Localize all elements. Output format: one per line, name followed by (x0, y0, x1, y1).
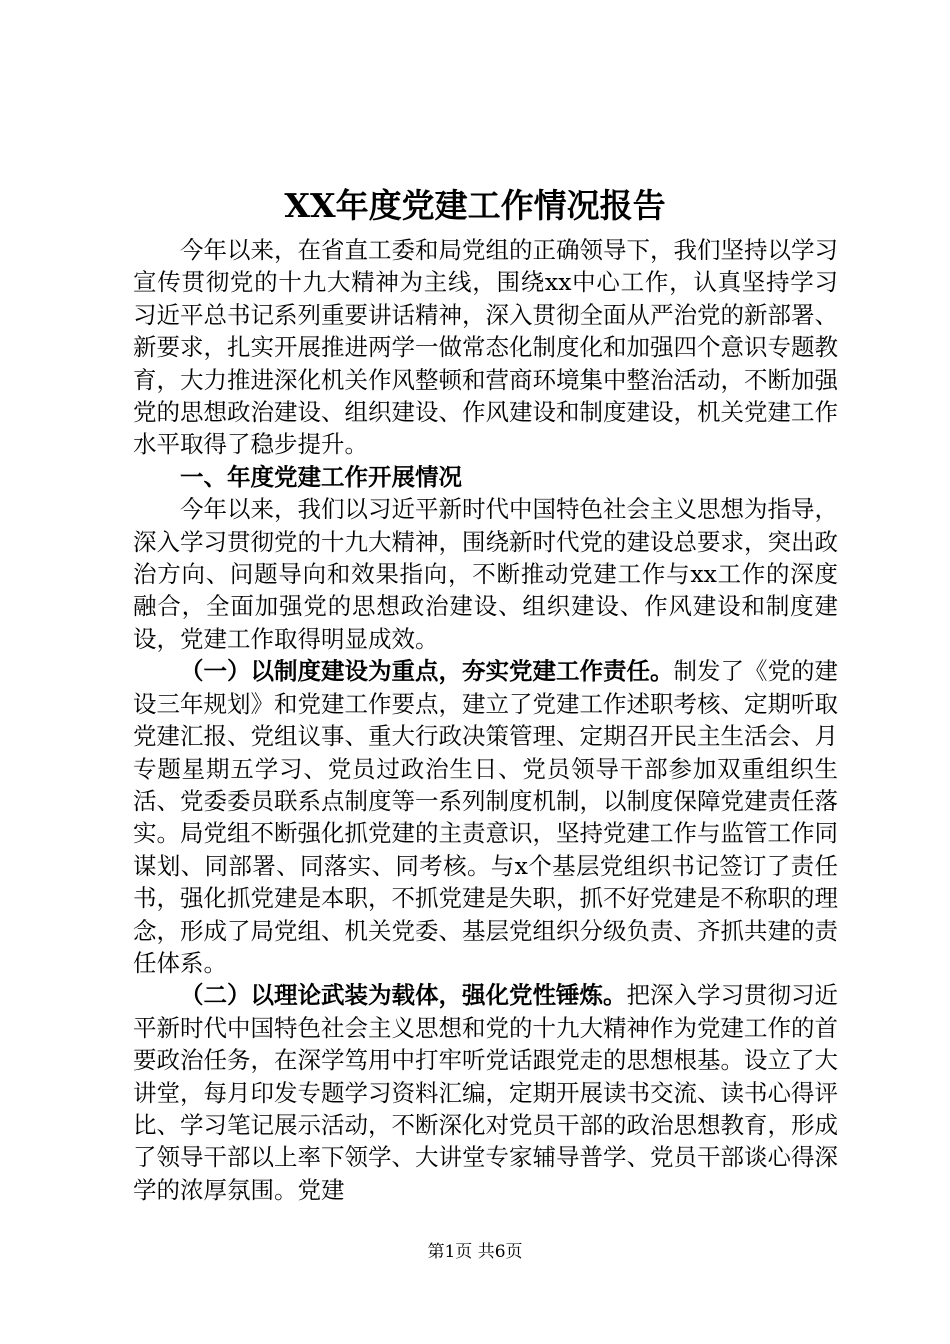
document-body (133, 234, 838, 1206)
section-paragraph: 今年以来，我们以习近平新时代中国特色社会主义思想为指导，深入学习贯彻党的十九大精神，围绕新时代党的建设总要求，突出政治方向、问题导向和效果指向，不断推动党建工作与xx工作的深度融合，全面加强党的思想政治建设、组织建设、作风建设和制度建设，党建工作取得明显成效。 (133, 495, 838, 653)
item-one-lead: （一）以制度建设为重点，夯实党建工作责任。 (180, 657, 674, 686)
document-title: XX年度党建工作情况报告 (284, 186, 666, 225)
section-heading: 一、年度党建工作开展情况 (180, 462, 462, 491)
page-footer: 第1页 共6页 (427, 1242, 523, 1262)
item-two-lead: （二）以理论武装为载体，强化党性锤炼。 (180, 981, 627, 1010)
item-two-paragraph (133, 979, 838, 1206)
item-one-text: 制发了《党的建设三年规划》和党建工作要点，建立了党建工作述职考核、定期听取党建汇报、党组议事、重大行政决策管理、定期召开民主生活会、月专题星期五学习、党员过政治生日、党员领导干部参加双重组织生活、党委委员联系点制度等一系列制度机制，以制度保障党建责任落实。局党组不断强化抓党建的主责意识，坚持党建工作与监管工作同谋划、同部署、同落实、同考核。与x个基层党组织书记签订了责任书，强化抓党建是本职，不抓党建是失职，抓不好党建是不称职的理念，形成了局党组、机关党委、基层党组织分级负责、齐抓共建的责任体系。 (133, 657, 838, 977)
item-two-text: 把深入学习贯彻习近平新时代中国特色社会主义思想和党的十九大精神作为党建工作的首要政治任务，在深学笃用中打牢听党话跟党走的思想根基。设立了大讲堂，每月印发专题学习资料汇编，定期开展读书交流、读书心得评比、学习笔记展示活动，不断深化对党员干部的政治思想教育，形成了领导干部以上率下领学、大讲堂专家辅导普学、党员干部谈心得深学的浓厚氛围。党建 (133, 981, 838, 1204)
intro-paragraph: 今年以来，在省直工委和局党组的正确领导下，我们坚持以学习宣传贯彻党的十九大精神为主线，围绕xx中心工作，认真坚持学习习近平总书记系列重要讲话精神，深入贯彻全面从严治党的新部署、新要求，扎实开展推进两学一做常态化制度化和加强四个意识专题教育，大力推进深化机关作风整顿和营商环境集中整治活动，不断加强党的思想政治建设、组织建设、作风建设和制度建设，机关党建工作水平取得了稳步提升。 (133, 236, 838, 459)
item-one-paragraph (133, 655, 838, 979)
